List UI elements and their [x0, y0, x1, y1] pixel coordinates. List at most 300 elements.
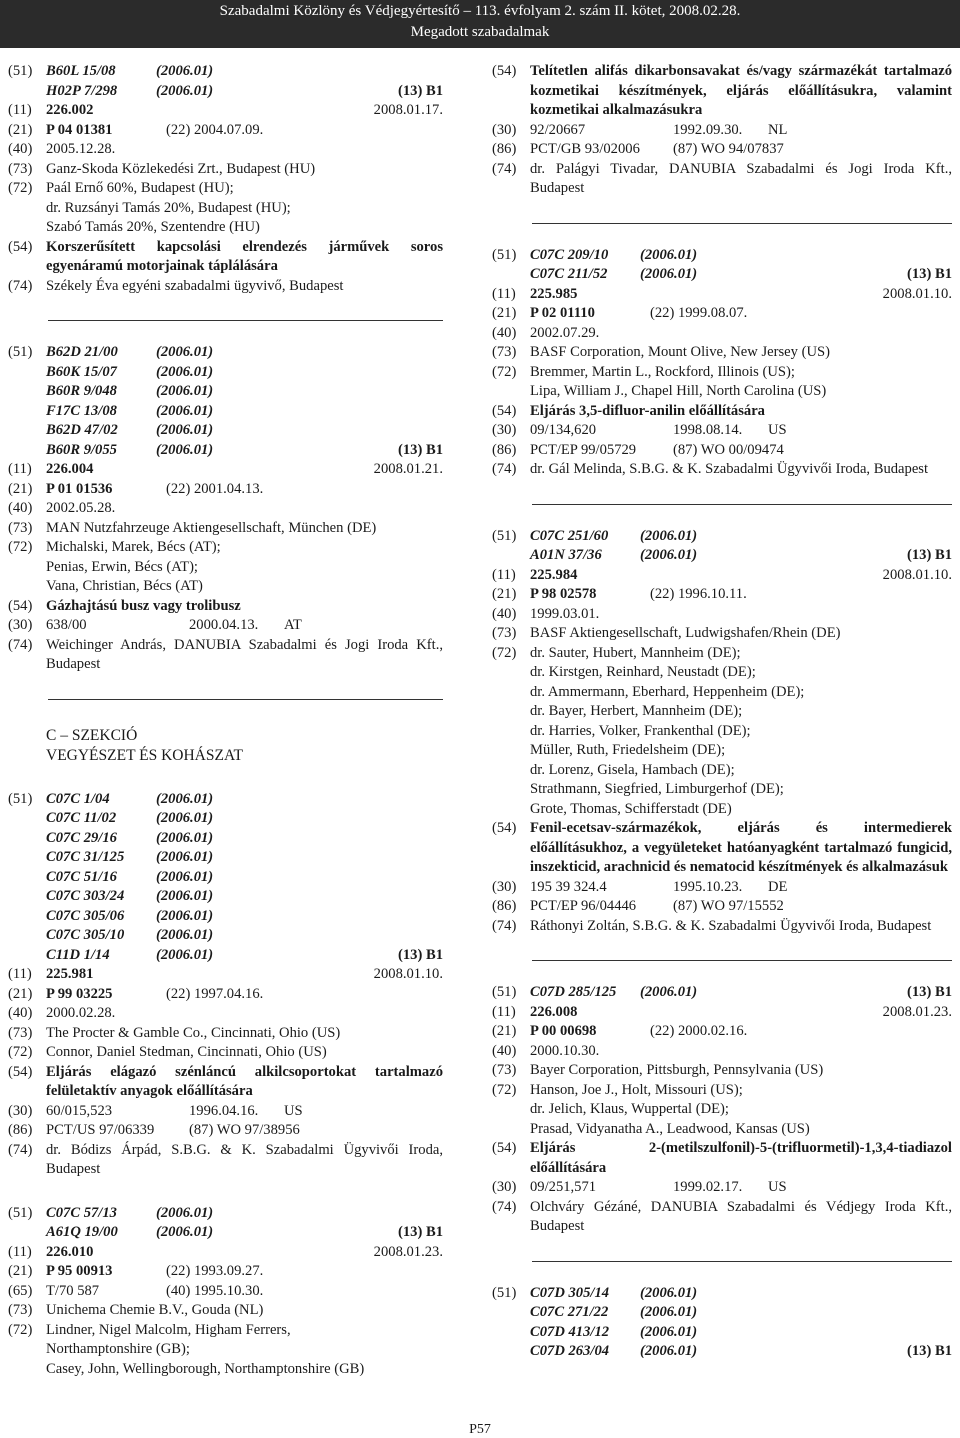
ipc-code: C07C 209/10	[530, 246, 609, 263]
ipc-code: C07C 303/24	[46, 888, 125, 904]
ipc-class-row	[8, 441, 443, 461]
priority-country: US	[284, 1102, 303, 1119]
inid-code: (72)	[492, 1081, 517, 1098]
patent-title: Eljárás 3,5-difluor-anilin előállítására	[530, 402, 765, 419]
inid-code: (30)	[8, 1102, 33, 1119]
title-row	[492, 1139, 952, 1178]
ipc-class-row	[492, 1323, 952, 1343]
entry-separator	[532, 1261, 952, 1262]
pct-application: PCT/GB 93/02006	[530, 141, 640, 157]
inventor: Michalski, Marek, Bécs (AT);	[46, 539, 221, 555]
patent-entry	[492, 1284, 952, 1362]
patent-number-row	[8, 460, 443, 480]
inventor: Penias, Erwin, Bécs (AT);	[46, 558, 198, 575]
inventor: Casey, John, Wellingborough, Northamptonshire (GB)	[46, 1360, 365, 1377]
ipc-class-row	[492, 265, 952, 285]
ipc-version: (2006.01)	[156, 1204, 214, 1221]
filing-date: (22) 2001.04.13.	[166, 480, 264, 497]
ipc-code: B60R 9/048	[46, 383, 117, 399]
ipc-version: (2006.01)	[156, 402, 214, 419]
inid-code: (72)	[492, 644, 517, 661]
patent-agent: dr. Gál Melinda, S.B.G. & K. Szabadalmi Ügyvivői Iroda, Budapest	[530, 461, 929, 477]
patent-holder: BASF Aktiengesellschaft, Ludwigshafen/Rhein (DE)	[530, 625, 841, 641]
inid-code: (54)	[492, 63, 517, 79]
filing-date: (22) 2000.02.16.	[650, 1023, 748, 1039]
inventor: Hanson, Joe J., Holt, Missouri (US);	[530, 1081, 743, 1098]
inid-code: (74)	[492, 160, 517, 177]
kind-code: (13) B1	[907, 1343, 952, 1359]
inid-code: (54)	[492, 402, 517, 419]
inid-code: (54)	[8, 238, 33, 255]
inid-code: (11)	[492, 285, 516, 302]
inventor: Bremmer, Martin L., Rockford, Illinois (US);	[530, 363, 795, 380]
ipc-version: (2006.01)	[156, 888, 214, 904]
ipc-version: (2006.01)	[156, 383, 214, 399]
title-row	[492, 62, 952, 121]
patent-number: 225.981	[46, 966, 94, 982]
ipc-code: B62D 47/02	[46, 422, 118, 438]
application-number: P 02 01110	[530, 305, 595, 321]
inventor-row	[492, 363, 952, 383]
inid-code: (11)	[8, 102, 32, 118]
ipc-version: (2006.01)	[640, 984, 698, 1000]
inid-code: (11)	[492, 566, 516, 583]
inid-code: (11)	[8, 1243, 32, 1260]
application-row	[8, 985, 443, 1005]
entry-separator	[532, 223, 952, 224]
application-row	[492, 304, 952, 324]
title-row	[8, 1063, 443, 1102]
priority-number: 92/20667	[530, 121, 586, 138]
filing-date: (22) 1999.08.07.	[650, 305, 748, 321]
patent-title: Korszerűsített kapcsolási elrendezés járművek soros egyenáramú motorjainak táplálására	[46, 238, 443, 274]
application-number: P 98 02578	[530, 586, 597, 602]
ipc-class-row	[492, 1284, 952, 1304]
publication-40-row	[8, 140, 443, 160]
priority-row	[8, 616, 443, 636]
ipc-version: (2006.01)	[156, 441, 214, 458]
patent-number-row	[8, 1243, 443, 1263]
inid-code: (11)	[8, 461, 32, 477]
ipc-class-row	[8, 363, 443, 383]
inventor-row	[492, 1100, 952, 1120]
inventor-row	[492, 780, 952, 800]
inventor: dr. Ruzsányi Tamás 20%, Budapest (HU);	[46, 199, 291, 216]
priority-number: 09/251,571	[530, 1179, 597, 1195]
ipc-class-row	[8, 343, 443, 363]
priority-row	[492, 878, 952, 898]
priority-country: US	[768, 1179, 787, 1195]
patent-agent: Székely Éva egyéni szabadalmi ügyvivő, Budapest	[46, 277, 344, 294]
inid-code: (74)	[492, 1198, 517, 1215]
ipc-version: (2006.01)	[156, 946, 214, 963]
inid-code: (54)	[8, 597, 33, 614]
inventor: Connor, Daniel Stedman, Cincinnati, Ohio (US)	[46, 1044, 327, 1060]
ipc-code: C07D 285/125	[530, 984, 617, 1000]
prior-publication-row	[8, 1282, 443, 1302]
patent-entry	[8, 1204, 443, 1380]
patent-agent: Olchváry Gézáné, DANUBIA Szabadalmi és Védjegy Iroda Kft., Budapest	[530, 1198, 952, 1234]
patent-holder: Ganz-Skoda Közlekedési Zrt., Budapest (HU)	[46, 160, 316, 177]
ipc-version: (2006.01)	[640, 1304, 698, 1320]
patent-number-row	[492, 285, 952, 305]
inid-code: (72)	[8, 1044, 33, 1060]
ipc-class-row	[492, 527, 952, 547]
inventor: dr. Jelich, Klaus, Wuppertal (DE);	[530, 1101, 729, 1117]
date-40: 2002.05.28.	[46, 500, 116, 516]
inventor-row	[8, 1043, 443, 1063]
inventor: Strathmann, Siegfried, Limburgerhof (DE);	[530, 781, 784, 797]
ipc-class-row	[8, 382, 443, 402]
publication-date: 2008.01.23.	[882, 1003, 952, 1020]
publication-40-row	[492, 324, 952, 344]
ipc-class-row	[8, 907, 443, 927]
inventor-row	[492, 382, 952, 402]
priority-number: 638/00	[46, 617, 87, 633]
inid-code: (21)	[8, 121, 33, 138]
inventor-row	[8, 179, 443, 199]
patent-number: 225.985	[530, 285, 578, 302]
ipc-code: F17C 13/08	[46, 402, 117, 419]
patent-holder: Bayer Corporation, Pittsburgh, Pennsylvania (US)	[530, 1062, 824, 1078]
inid-code: (11)	[492, 1003, 516, 1020]
inventor-row	[8, 1340, 443, 1360]
inventor-row	[492, 741, 952, 761]
inid-code: (21)	[8, 1263, 33, 1279]
ipc-code: C07C 1/04	[46, 790, 110, 807]
inid-code: (51)	[8, 63, 33, 79]
inid-code: (73)	[8, 160, 33, 177]
pct-publication: (87) WO 00/09474	[673, 441, 784, 458]
ipc-code: C07C 51/16	[46, 868, 117, 885]
priority-number: 09/134,620	[530, 422, 597, 438]
ipc-version: (2006.01)	[156, 829, 214, 846]
kind-code: (13) B1	[398, 441, 443, 458]
ipc-version: (2006.01)	[156, 849, 214, 865]
inid-code: (72)	[8, 1321, 33, 1338]
inventor-row	[8, 538, 443, 558]
ipc-version: (2006.01)	[156, 63, 214, 79]
inid-code: (86)	[492, 441, 517, 458]
ipc-code: B60L 15/08	[46, 63, 116, 79]
ipc-version: (2006.01)	[640, 1343, 698, 1359]
ipc-class-row	[492, 546, 952, 566]
inventor-row	[8, 558, 443, 578]
ipc-version: (2006.01)	[640, 266, 698, 282]
inid-code: (73)	[8, 1024, 33, 1041]
inid-code: (74)	[492, 917, 517, 934]
inventor: dr. Bayer, Herbert, Mannheim (DE);	[530, 703, 743, 719]
entry-separator	[48, 699, 443, 700]
pct-application: PCT/EP 99/05729	[530, 441, 637, 458]
filing-date: (22) 2004.07.09.	[166, 121, 264, 138]
patent-number-row	[492, 566, 952, 586]
ipc-code: C07C 31/125	[46, 849, 125, 865]
patent-number-row	[492, 1003, 952, 1023]
ipc-version: (2006.01)	[640, 1323, 698, 1340]
inid-code: (30)	[492, 878, 517, 895]
inid-code: (51)	[492, 246, 517, 263]
ipc-code: C07C 211/52	[530, 266, 608, 282]
prior-number: T/70 587	[46, 1282, 100, 1299]
inventor-row	[8, 577, 443, 597]
priority-number: 195 39 324.4	[530, 878, 607, 895]
entry-separator	[532, 960, 952, 961]
publication-date: 2008.01.17.	[373, 102, 443, 118]
holder-row	[8, 1301, 443, 1321]
patent-entry	[492, 246, 952, 480]
priority-row	[8, 1102, 443, 1122]
priority-date: 1992.09.30.	[673, 121, 743, 138]
inid-code: (74)	[8, 636, 33, 653]
inid-code: (73)	[8, 1302, 33, 1318]
patent-title: Fenil-ecetsav-származékok, eljárás és intermedierek előállításukhoz, a vegyületeket hatóanyagként tartalmazó fungicid, inszekticid, arachnicid és nematocid készítmények és alkalmazásuk	[530, 820, 952, 875]
kind-code: (13) B1	[398, 82, 443, 99]
inid-code: (51)	[492, 1284, 517, 1301]
patent-agent: dr. Bódizs Árpád, S.B.G. & K. Szabadalmi Ügyvivői Iroda, Budapest	[46, 1141, 443, 1177]
publication-date: 2008.01.10.	[373, 966, 443, 982]
agent-row	[8, 636, 443, 675]
pct-publication: (87) WO 94/07837	[673, 141, 784, 157]
inid-code: (86)	[8, 1122, 33, 1138]
ipc-version: (2006.01)	[640, 246, 698, 263]
inid-code: (51)	[492, 527, 517, 544]
pct-row	[492, 140, 952, 160]
pct-application: PCT/EP 96/04446	[530, 898, 637, 914]
ipc-code: C07C 57/13	[46, 1204, 117, 1221]
ipc-version: (2006.01)	[640, 1284, 698, 1301]
patent-title: Telítetlen alifás dikarbonsavakat és/vagy származékát tartalmazó kozmetikai készítmények, eljárás előállításukra, valamint kozmetikai alkalmazásukra	[530, 63, 952, 118]
patent-entry	[492, 983, 952, 1237]
ipc-class-row	[8, 868, 443, 888]
inid-code: (40)	[8, 141, 33, 157]
inventor-row	[492, 644, 952, 664]
priority-date: 1996.04.16.	[189, 1102, 259, 1119]
ipc-class-row	[8, 887, 443, 907]
agent-row	[492, 917, 952, 937]
inid-code: (21)	[492, 305, 517, 321]
holder-row	[8, 519, 443, 539]
publication-40-row	[8, 1004, 443, 1024]
section-name: VEGYÉSZET ÉS KOHÁSZAT	[46, 746, 243, 764]
inid-code: (86)	[492, 898, 517, 914]
page-header	[0, 0, 960, 48]
inid-code: (73)	[8, 519, 33, 536]
ipc-code: C07D 263/04	[530, 1343, 610, 1359]
publication-date: 2008.01.21.	[373, 461, 443, 477]
priority-date: 1995.10.23.	[673, 878, 743, 895]
ipc-class-row	[492, 983, 952, 1003]
patent-entry	[8, 790, 443, 1180]
ipc-version: (2006.01)	[640, 527, 698, 544]
date-40: 1999.03.01.	[530, 605, 600, 622]
application-number: P 99 03225	[46, 985, 113, 1002]
inventor-row	[492, 800, 952, 820]
section-title-block	[46, 726, 443, 766]
agent-row	[492, 1198, 952, 1237]
kind-code: (13) B1	[907, 547, 952, 563]
patent-entry	[8, 62, 443, 296]
inventor-row	[492, 761, 952, 781]
date-40: 2002.07.29.	[530, 324, 600, 341]
ipc-class-row	[8, 790, 443, 810]
journal-title: Szabadalmi Közlöny és Védjegyértesítő – 113. évfolyam 2. szám II. kötet, 2008.02.28.	[219, 3, 741, 19]
ipc-class-row	[8, 926, 443, 946]
ipc-code: C07C 29/16	[46, 829, 117, 846]
inventor: Müller, Ruth, Friedelsheim (DE);	[530, 742, 726, 758]
filing-date: (22) 1993.09.27.	[166, 1263, 264, 1279]
agent-row	[492, 460, 952, 480]
priority-country: US	[768, 422, 787, 438]
inid-code: (30)	[492, 422, 517, 438]
inventor-row	[492, 722, 952, 742]
inventor-row	[492, 1120, 952, 1140]
inid-code: (86)	[492, 141, 517, 157]
patent-entry	[492, 62, 952, 199]
inventor-row	[492, 663, 952, 683]
date-40: 2000.02.28.	[46, 1005, 116, 1021]
priority-country: AT	[284, 617, 302, 633]
ipc-class-row	[8, 402, 443, 422]
entry-separator	[532, 504, 952, 505]
inid-code: (54)	[492, 820, 517, 836]
agent-row	[8, 277, 443, 297]
ipc-class-row	[8, 421, 443, 441]
priority-country: DE	[768, 878, 788, 895]
ipc-class-row	[8, 1223, 443, 1243]
inid-code: (21)	[492, 586, 517, 602]
inventor-row	[492, 702, 952, 722]
ipc-class-row	[8, 946, 443, 966]
inid-code: (30)	[492, 121, 517, 138]
patent-agent: dr. Palágyi Tivadar, DANUBIA Szabadalmi és Jogi Iroda Kft., Budapest	[530, 160, 952, 196]
ipc-class-row	[8, 829, 443, 849]
inid-code: (72)	[8, 539, 33, 555]
inventor: Paál Ernő 60%, Budapest (HU);	[46, 180, 234, 196]
inid-code: (30)	[8, 617, 33, 633]
inid-code: (40)	[492, 324, 517, 341]
ipc-version: (2006.01)	[156, 790, 214, 807]
pct-row	[8, 1121, 443, 1141]
ipc-class-row	[8, 848, 443, 868]
inventor: Lipa, William J., Chapel Hill, North Carolina (US)	[530, 383, 827, 399]
date-40: 2000.10.30.	[530, 1042, 600, 1059]
inventor: dr. Kirstgen, Reinhard, Neustadt (DE);	[530, 664, 756, 680]
inid-code: (11)	[8, 966, 32, 982]
ipc-class-row	[8, 1204, 443, 1224]
inventor: Northamptonshire (GB);	[46, 1341, 190, 1357]
section-heading: Megadott szabadalmak	[410, 24, 550, 40]
inventor-row	[8, 199, 443, 219]
ipc-code: C07C 305/06	[46, 907, 125, 924]
inid-code: (51)	[492, 984, 517, 1000]
inventor-row	[492, 1081, 952, 1101]
ipc-code: C07D 305/14	[530, 1284, 610, 1301]
inid-code: (21)	[8, 985, 33, 1002]
entry-separator	[48, 320, 443, 321]
right-column	[492, 62, 952, 1386]
ipc-code: B60R 9/055	[46, 441, 117, 458]
patent-number: 225.984	[530, 566, 578, 583]
application-number: P 01 01536	[46, 480, 113, 497]
inid-code: (51)	[8, 790, 33, 807]
inventor: Vana, Christian, Bécs (AT)	[46, 578, 203, 594]
inid-code: (21)	[8, 480, 33, 497]
inid-code: (72)	[8, 180, 33, 196]
patent-entry	[492, 527, 952, 937]
pct-publication: (87) WO 97/38956	[189, 1122, 300, 1138]
inid-code: (40)	[492, 1042, 517, 1059]
priority-number: 60/015,523	[46, 1102, 113, 1119]
ipc-code: C11D 1/14	[46, 946, 110, 963]
kind-code: (13) B1	[398, 946, 443, 963]
holder-row	[8, 1024, 443, 1044]
inid-code: (73)	[492, 344, 517, 360]
priority-date: 1998.08.14.	[673, 422, 743, 438]
patent-agent: Ráthonyi Zoltán, S.B.G. & K. Szabadalmi Ügyvivői Iroda, Budapest	[530, 917, 932, 934]
inid-code: (74)	[492, 461, 517, 477]
pct-publication: (87) WO 97/15552	[673, 898, 784, 914]
ipc-version: (2006.01)	[156, 868, 214, 885]
inventor-row	[8, 218, 443, 238]
section-letter: C – SZEKCIÓ	[46, 726, 138, 744]
ipc-code: C07C 305/10	[46, 927, 125, 943]
left-column	[8, 62, 443, 1403]
filing-date: (22) 1996.10.11.	[650, 586, 747, 602]
ipc-version: (2006.01)	[156, 1224, 214, 1240]
application-number: P 00 00698	[530, 1023, 597, 1039]
ipc-code: H02P 7/298	[46, 82, 118, 99]
inventor: Prasad, Vidyanatha A., Leadwood, Kansas (US)	[530, 1120, 810, 1137]
inid-code: (54)	[492, 1140, 517, 1156]
inid-code: (40)	[492, 605, 517, 622]
application-number: P 04 01381	[46, 121, 113, 138]
filing-date: (22) 1997.04.16.	[166, 985, 264, 1002]
ipc-version: (2006.01)	[156, 363, 214, 380]
title-row	[8, 597, 443, 617]
publication-40-row	[492, 605, 952, 625]
ipc-code: C07C 251/60	[530, 527, 609, 544]
inid-code: (54)	[8, 1063, 33, 1080]
ipc-version: (2006.01)	[156, 927, 214, 943]
pct-application: PCT/US 97/06339	[46, 1122, 155, 1138]
ipc-class-row	[8, 809, 443, 829]
ipc-class-row	[492, 1342, 952, 1362]
prior-date: (40) 1995.10.30.	[166, 1282, 264, 1299]
application-row	[8, 121, 443, 141]
patent-number: 226.008	[530, 1003, 578, 1020]
kind-code: (13) B1	[398, 1224, 443, 1240]
inventor: Grote, Thomas, Schifferstadt (DE)	[530, 800, 732, 817]
date-40: 2005.12.28.	[46, 141, 116, 157]
inid-code: (51)	[8, 1204, 33, 1221]
ipc-version: (2006.01)	[156, 422, 214, 438]
ipc-class-row	[8, 82, 443, 102]
publication-date: 2008.01.23.	[373, 1243, 443, 1260]
inid-code: (40)	[8, 1005, 33, 1021]
inventor: Lindner, Nigel Malcolm, Higham Ferrers,	[46, 1321, 291, 1338]
kind-code: (13) B1	[907, 266, 952, 282]
priority-row	[492, 421, 952, 441]
patent-holder: Unichema Chemie B.V., Gouda (NL)	[46, 1302, 264, 1318]
inventor: dr. Harries, Volker, Frankenthal (DE);	[530, 722, 751, 739]
ipc-code: B62D 21/00	[46, 344, 118, 360]
ipc-version: (2006.01)	[156, 907, 214, 924]
patent-number: 226.002	[46, 102, 94, 118]
patent-holder: The Procter & Gamble Co., Cincinnati, Ohio (US)	[46, 1024, 341, 1041]
holder-row	[492, 624, 952, 644]
application-row	[492, 585, 952, 605]
